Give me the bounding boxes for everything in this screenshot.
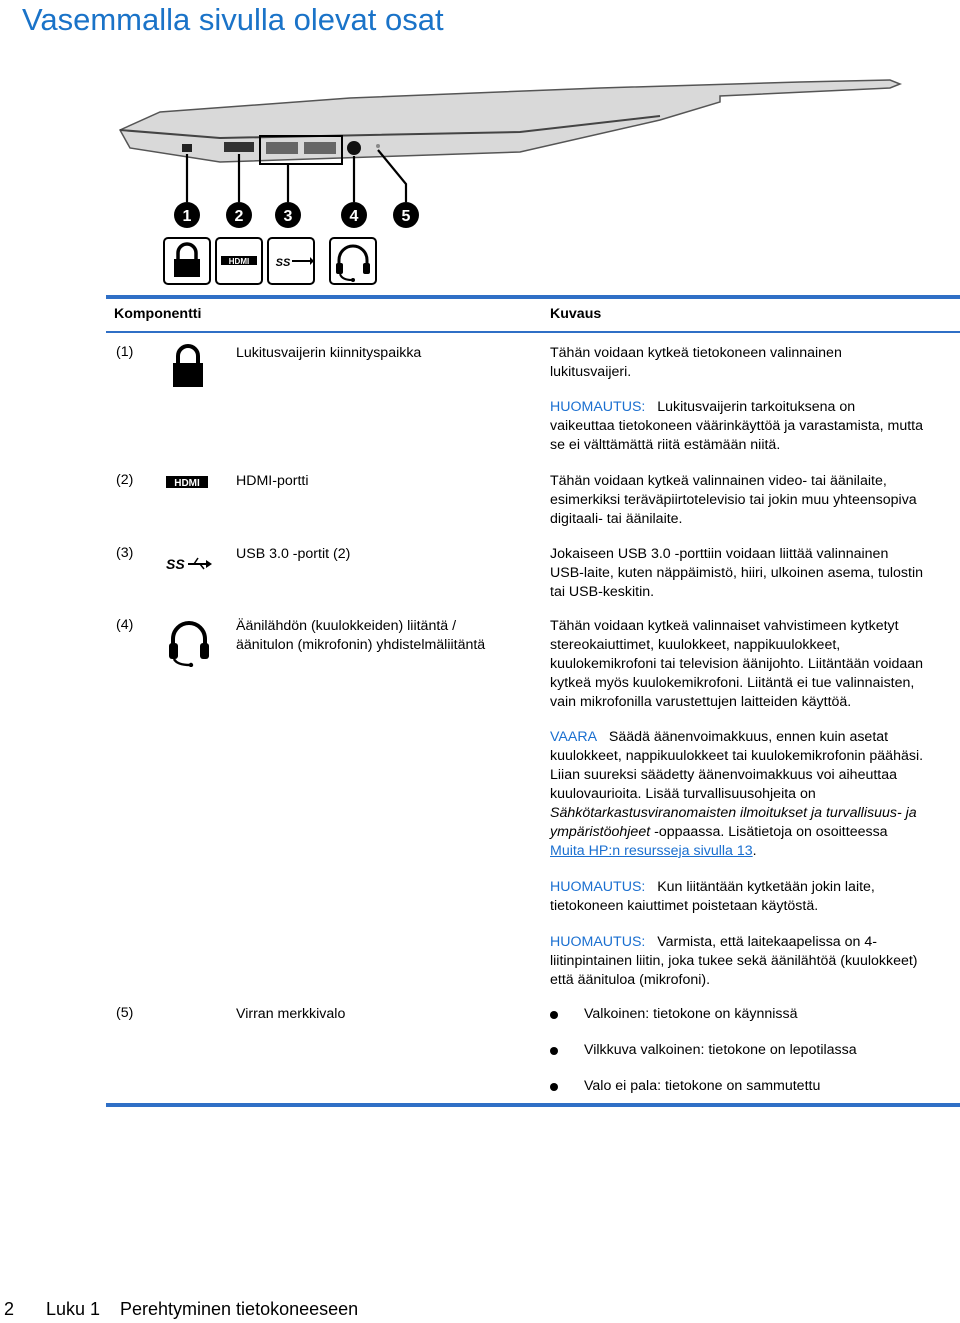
row-3-desc <box>550 545 923 602</box>
warning-line: kuulovaurioita. Lisää turvallisuusohjeita on <box>550 786 816 802</box>
warning-text: . <box>752 843 757 859</box>
bullet <box>550 1047 558 1055</box>
warning-italic: ympäristöohjeet <box>550 824 651 840</box>
bullet-item: Valo ei pala: tietokone on sammutettu <box>584 1078 821 1094</box>
bullet <box>550 1083 558 1091</box>
table-bottom-rule <box>106 1103 960 1107</box>
row-5-name: Virran merkkivalo <box>236 1006 346 1022</box>
row-1-desc-line: lukitusvaijeri. <box>550 364 632 380</box>
note-text: Kun liitäntään kytketään jokin laite, <box>657 879 875 895</box>
usb-port-2 <box>304 142 336 154</box>
warning-text: Säädä äänenvoimakkuus, ennen kuin asetat <box>608 729 889 745</box>
note-label: HUOMAUTUS: <box>550 879 646 895</box>
row-3-num: (3) <box>116 545 134 561</box>
lock-icon <box>170 344 206 388</box>
row-1-num: (1) <box>116 344 134 360</box>
callout-4 <box>341 202 367 228</box>
svg-text:4: 4 <box>349 208 359 225</box>
header-description: Kuvaus <box>550 306 602 322</box>
svg-text:1: 1 <box>182 208 192 225</box>
row-2-desc-line: esimerkiksi teräväpiirtotelevisio tai jokin muu yhteensopiva <box>550 492 917 508</box>
note-label: HUOMAUTUS: <box>550 399 646 415</box>
header-component: Komponentti <box>114 306 202 322</box>
row-2-name: HDMI-portti <box>236 473 309 489</box>
row-3-desc-line: Jokaiseen USB 3.0 -porttiin voidaan liittää valinnainen <box>550 546 889 562</box>
svg-text:2: 2 <box>234 208 244 225</box>
row-4-desc-line: stereokaiuttimet, kuulokkeet, nappikuulokkeet, <box>550 637 841 653</box>
callout-5 <box>393 202 419 228</box>
page-number: 2 <box>4 1299 15 1319</box>
row-4-desc-line: kuulokemikrofoni tai television äänijohto. Liitäntään voidaan <box>550 656 924 672</box>
chapter-label: Luku 1 <box>46 1299 101 1319</box>
note-text: Varmista, että laitekaapelissa on 4- <box>657 934 877 950</box>
headset-icon <box>166 617 212 667</box>
lock-icon <box>164 238 210 284</box>
row-4-note-2 <box>550 878 875 916</box>
svg-text:SS: SS <box>275 257 291 269</box>
row-1-note <box>550 398 923 455</box>
row-4-desc-line: Tähän voidaan kytkeä valinnaiset vahvistimeen kytketyt <box>550 618 899 634</box>
header-rule <box>106 331 960 333</box>
note-line: liitinpintainen liitin, joka tukee sekä äänilähtöä (kuulokkeet) <box>550 953 918 969</box>
row-4-desc <box>550 617 923 712</box>
table-top-rule <box>106 295 960 299</box>
row-3-desc-line: tai USB-keskitin. <box>550 584 655 600</box>
row-2-desc-line: digitaali- tai äänilaite. <box>550 511 683 527</box>
warning-label: VAARA <box>550 729 598 745</box>
svg-text:HDMI: HDMI <box>228 257 250 266</box>
usb-port-1 <box>266 142 298 154</box>
callout-1 <box>174 202 200 228</box>
row-1-desc-line: Tähän voidaan kytkeä tietokoneen valinnainen <box>550 345 842 361</box>
laptop-side-illustration <box>100 72 960 292</box>
bullet-item: Valkoinen: tietokone on käynnissä <box>584 1006 798 1022</box>
lock-slot <box>182 144 192 152</box>
bullet-item: Vilkkuva valkoinen: tietokone on lepotilassa <box>584 1042 857 1058</box>
row-3-name: USB 3.0 -portit (2) <box>236 546 351 562</box>
audio-jack <box>347 141 361 155</box>
chapter-title: Perehtyminen tietokoneeseen <box>120 1299 359 1319</box>
warning-italic: Sähkötarkastusviranomaisten ilmoitukset ja turvallisuus- ja <box>550 805 917 821</box>
callout-2 <box>226 202 252 228</box>
hdmi-icon <box>216 238 262 284</box>
row-2-desc-line: Tähän voidaan kytkeä valinnainen video- tai äänilaite, <box>550 473 887 489</box>
usb-ss-icon <box>268 238 314 284</box>
row-4-name-line: äänitulon (mikrofonin) yhdistelmäliitäntä <box>236 637 486 653</box>
usb-ss-icon <box>166 554 212 572</box>
note-text: Lukitusvaijerin tarkoituksena on <box>657 399 856 415</box>
row-4-warning <box>550 728 923 861</box>
note-line: että äänituloa (mikrofoni). <box>550 972 711 988</box>
bullet <box>550 1011 558 1019</box>
row-4-num: (4) <box>116 617 134 633</box>
warning-line: kuulokkeet, nappikuulokkeet tai kuulokemikrofonin päähäsi. <box>550 748 924 764</box>
svg-text:SS: SS <box>166 556 185 572</box>
row-4-desc-line: vain mikrofonilla varustettujen laitteiden käyttöä. <box>550 694 852 710</box>
svg-text:HDMI: HDMI <box>174 478 200 489</box>
resources-link[interactable]: Muita HP:n resursseja sivulla 13 <box>550 843 753 859</box>
row-4-name-line: Äänilähdön (kuulokkeiden) liitäntä / <box>236 618 457 634</box>
row-5-num: (5) <box>116 1005 134 1021</box>
hdmi-icon <box>166 475 208 489</box>
row-3-desc-line: USB-laite, kuten näppäimistö, hiiri, ulkoinen asema, tulostin <box>550 565 924 581</box>
warning-line: Liian suureksi säädetty äänenvoimakkuus voi aiheuttaa <box>550 767 898 783</box>
row-1-name: Lukitusvaijerin kiinnityspaikka <box>236 345 422 361</box>
row-2-num: (2) <box>116 472 134 488</box>
row-1-desc <box>550 344 842 382</box>
svg-text:5: 5 <box>401 208 411 225</box>
row-4-desc-line: kytkeä myös kuulokemikrofoni. Liitäntä ei tue valinnaisten, <box>550 675 915 691</box>
row-2-desc <box>550 472 917 529</box>
row-4-note-3 <box>550 933 918 990</box>
warning-text: -oppaassa. Lisätietoja on osoitteessa <box>650 824 888 840</box>
note-line: tietokoneen kaiuttimet poistetaan käytöstä. <box>550 898 819 914</box>
note-label: HUOMAUTUS: <box>550 934 646 950</box>
headset-icon <box>330 238 376 284</box>
hdmi-port <box>224 142 254 152</box>
callout-3 <box>275 202 301 228</box>
row-4-name <box>236 617 485 655</box>
note-line: se ei välttämättä riitä estämään niitä. <box>550 437 781 453</box>
page-title: Vasemmalla sivulla olevat osat <box>22 2 444 37</box>
svg-text:3: 3 <box>283 208 293 225</box>
power-light <box>376 144 380 148</box>
note-line: vaikeuttaa tietokoneen väärinkäyttöä ja varastamista, mutta <box>550 418 924 434</box>
